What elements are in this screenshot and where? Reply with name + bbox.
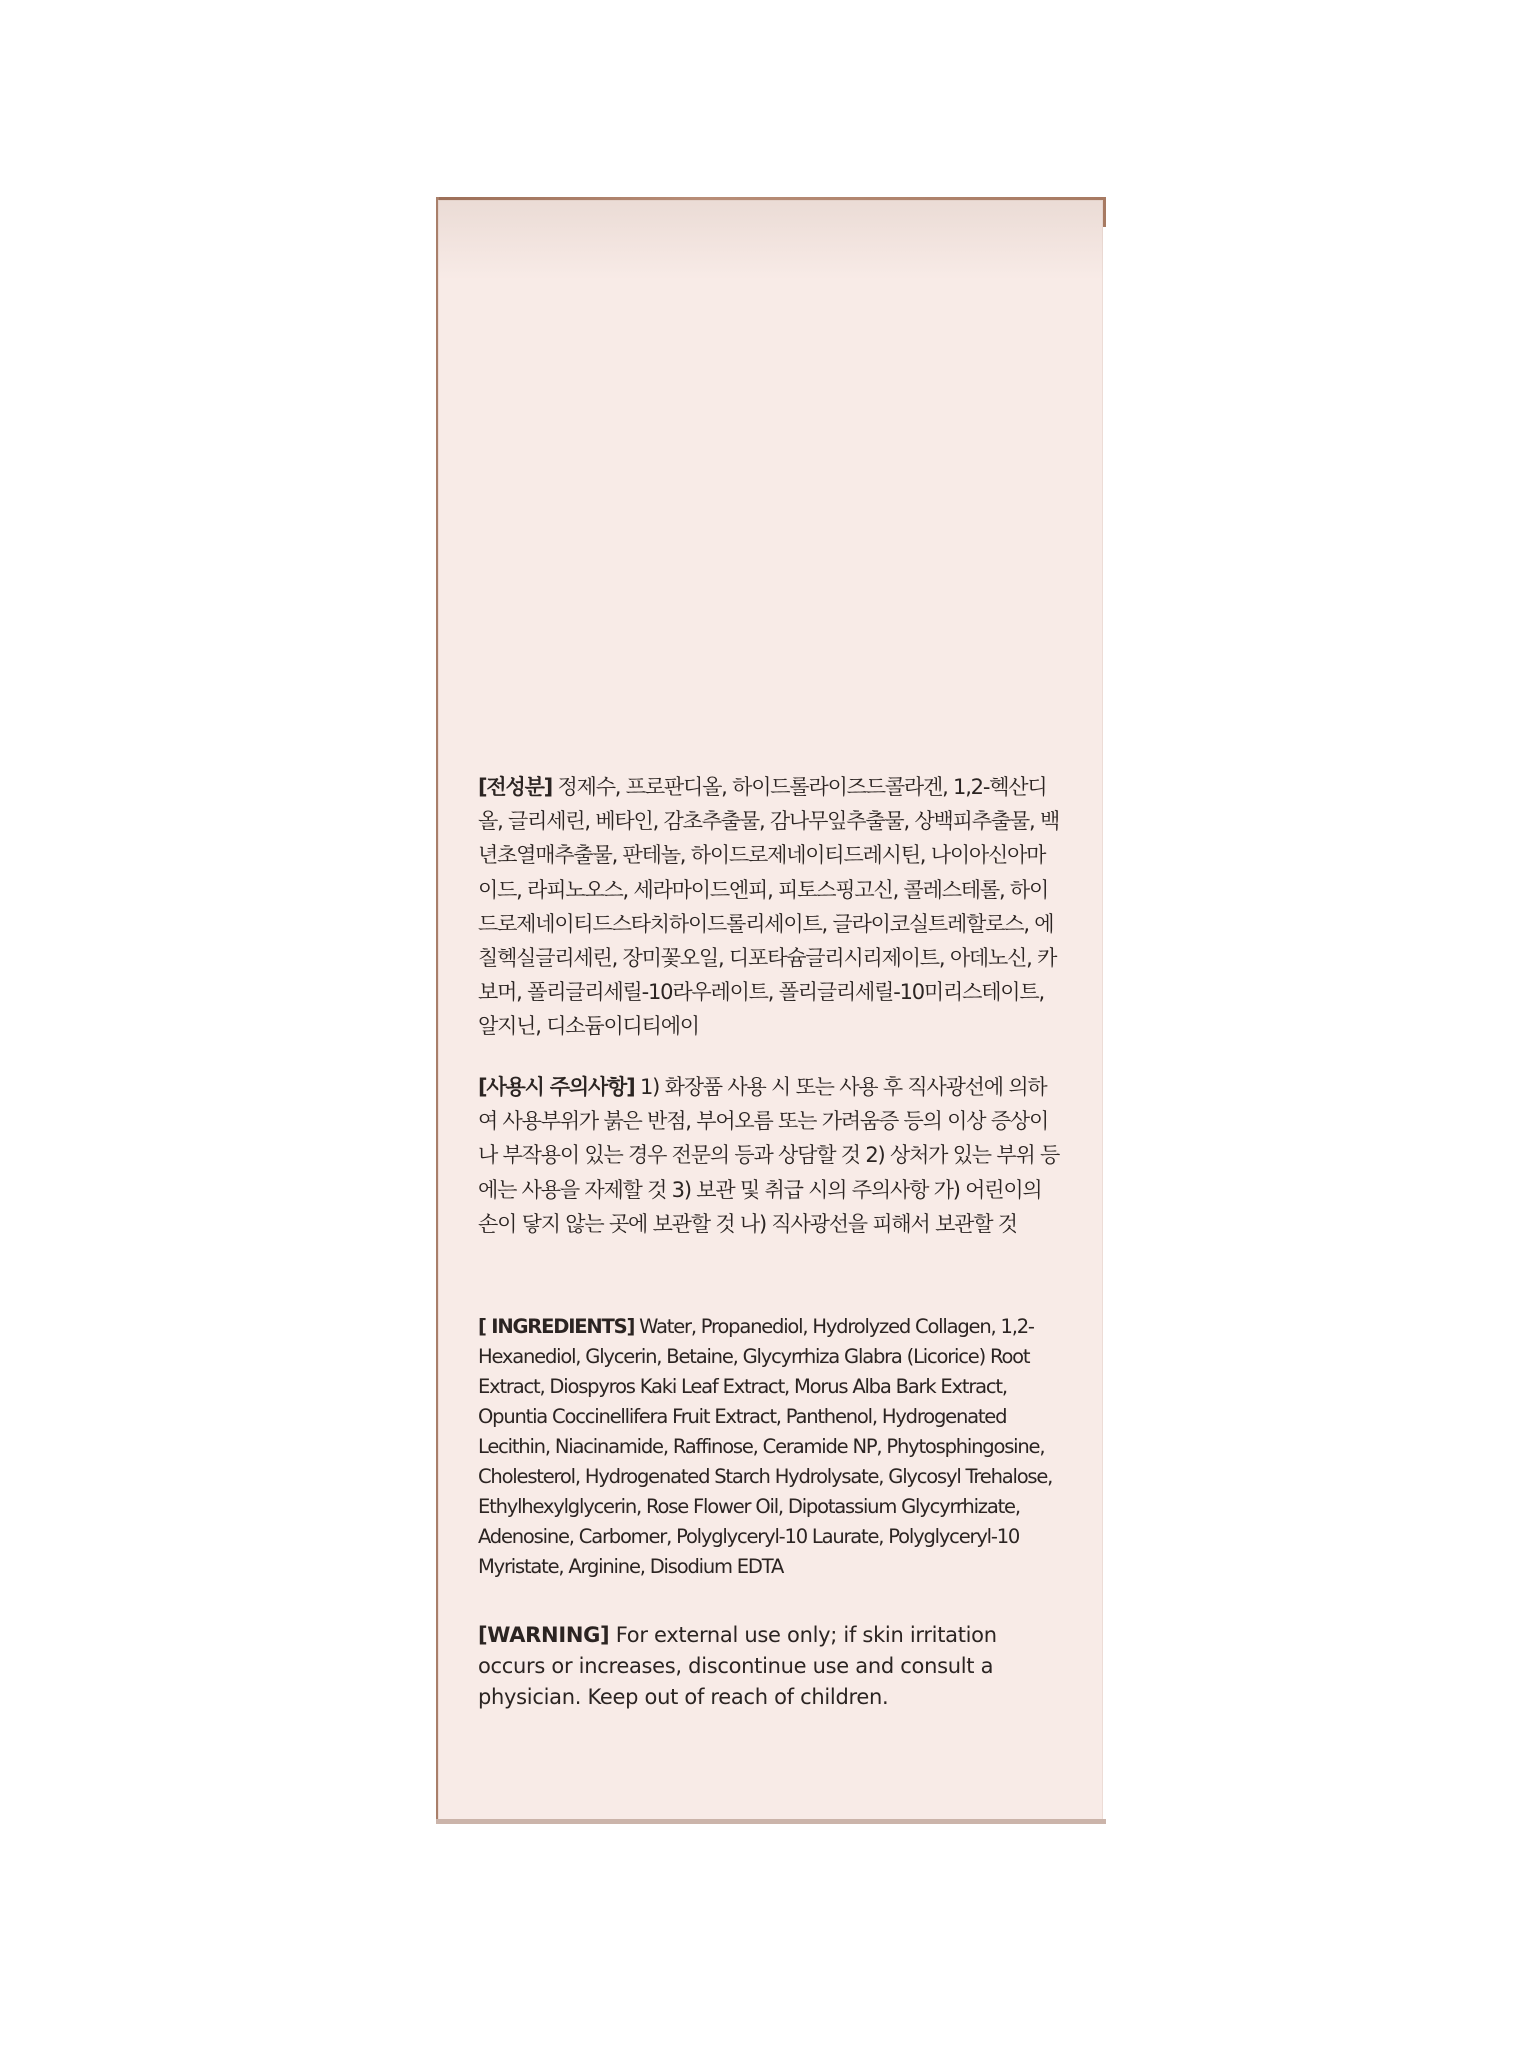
korean-caution-paragraph (478, 1070, 1064, 1241)
korean-ingredients-paragraph (478, 770, 1064, 1044)
english-warning-text: For external use only; if skin irritation occurs or increases, discontinue use and consult a physician. Keep out of reach of children. (478, 1623, 997, 1709)
korean-ingredients-text: 정제수, 프로판디올, 하이드롤라이즈드콜라겐, 1,2-헥산디올, 글리세린, 베타인, 감초추출물, 감나무잎추출물, 상백피추출물, 백년초열매추출물, 판테놀, 하이드로제네이티드레시틴, 나이아신아마이드, 라피노오스, 세라마이드엔피, 피토스핑고신, 콜레스테롤, 하이드로제네이티드스타치하이드롤리세이트, 글라이코실트레할로스, 에칠헥실글리세린, 장미꽃오일, 디포타슘글리시리제이트, 아데노신, 카보머, 폴리글리세릴-10라우레이트, 폴리글리세릴-10미리스테이트, 알지닌, 디소듐이디티에이 (478, 775, 1060, 1039)
korean-caution-label: [사용시 주의사항] (478, 1075, 635, 1099)
english-warning-label: [WARNING] (478, 1623, 610, 1647)
box-bottom-edge (436, 1819, 1106, 1824)
korean-ingredients-label: [전성분] (478, 775, 553, 799)
english-ingredients-label: [ INGREDIENTS] (478, 1315, 635, 1338)
english-warning-paragraph (478, 1620, 1064, 1713)
english-ingredients-paragraph (478, 1312, 1064, 1582)
korean-caution-text: 1) 화장품 사용 시 또는 사용 후 직사광선에 의하여 사용부위가 붉은 반점, 부어오름 또는 가려움증 등의 이상 증상이나 부작용이 있는 경우 전문의 등과 상담할 것 2) 상처가 있는 부위 등에는 사용을 자제할 것 3) 보관 및 취급 시의 주의사항 가) 어린이의 손이 닿지 않는 곳에 보관할 것 나) 직사광선을 피해서 보관할 것 (478, 1075, 1060, 1236)
english-ingredients-text: Water, Propanediol, Hydrolyzed Collagen, 1,2-Hexanediol, Glycerin, Betaine, Glycyrrhiza Glabra (Licorice) Root Extract, Diospyros Kaki Leaf Extract, Morus Alba Bark Extract, Opuntia Coccinellifera Fruit Extract, Panthenol, Hydrogenated Lecithin, Niacinamide, Raffinose, Ceramide NP, Phytosphingosine, Cholesterol, Hydrogenated Starch Hydrolysate, Glycosyl Trehalose, Ethylhexylglycerin, Rose Flower Oil, Dipotassium Glycyrrhizate, Adenosine, Carbomer, Polyglyceryl-10 Laurate, Polyglyceryl-10 Myristate, Arginine, Disodium EDTA (478, 1315, 1053, 1578)
